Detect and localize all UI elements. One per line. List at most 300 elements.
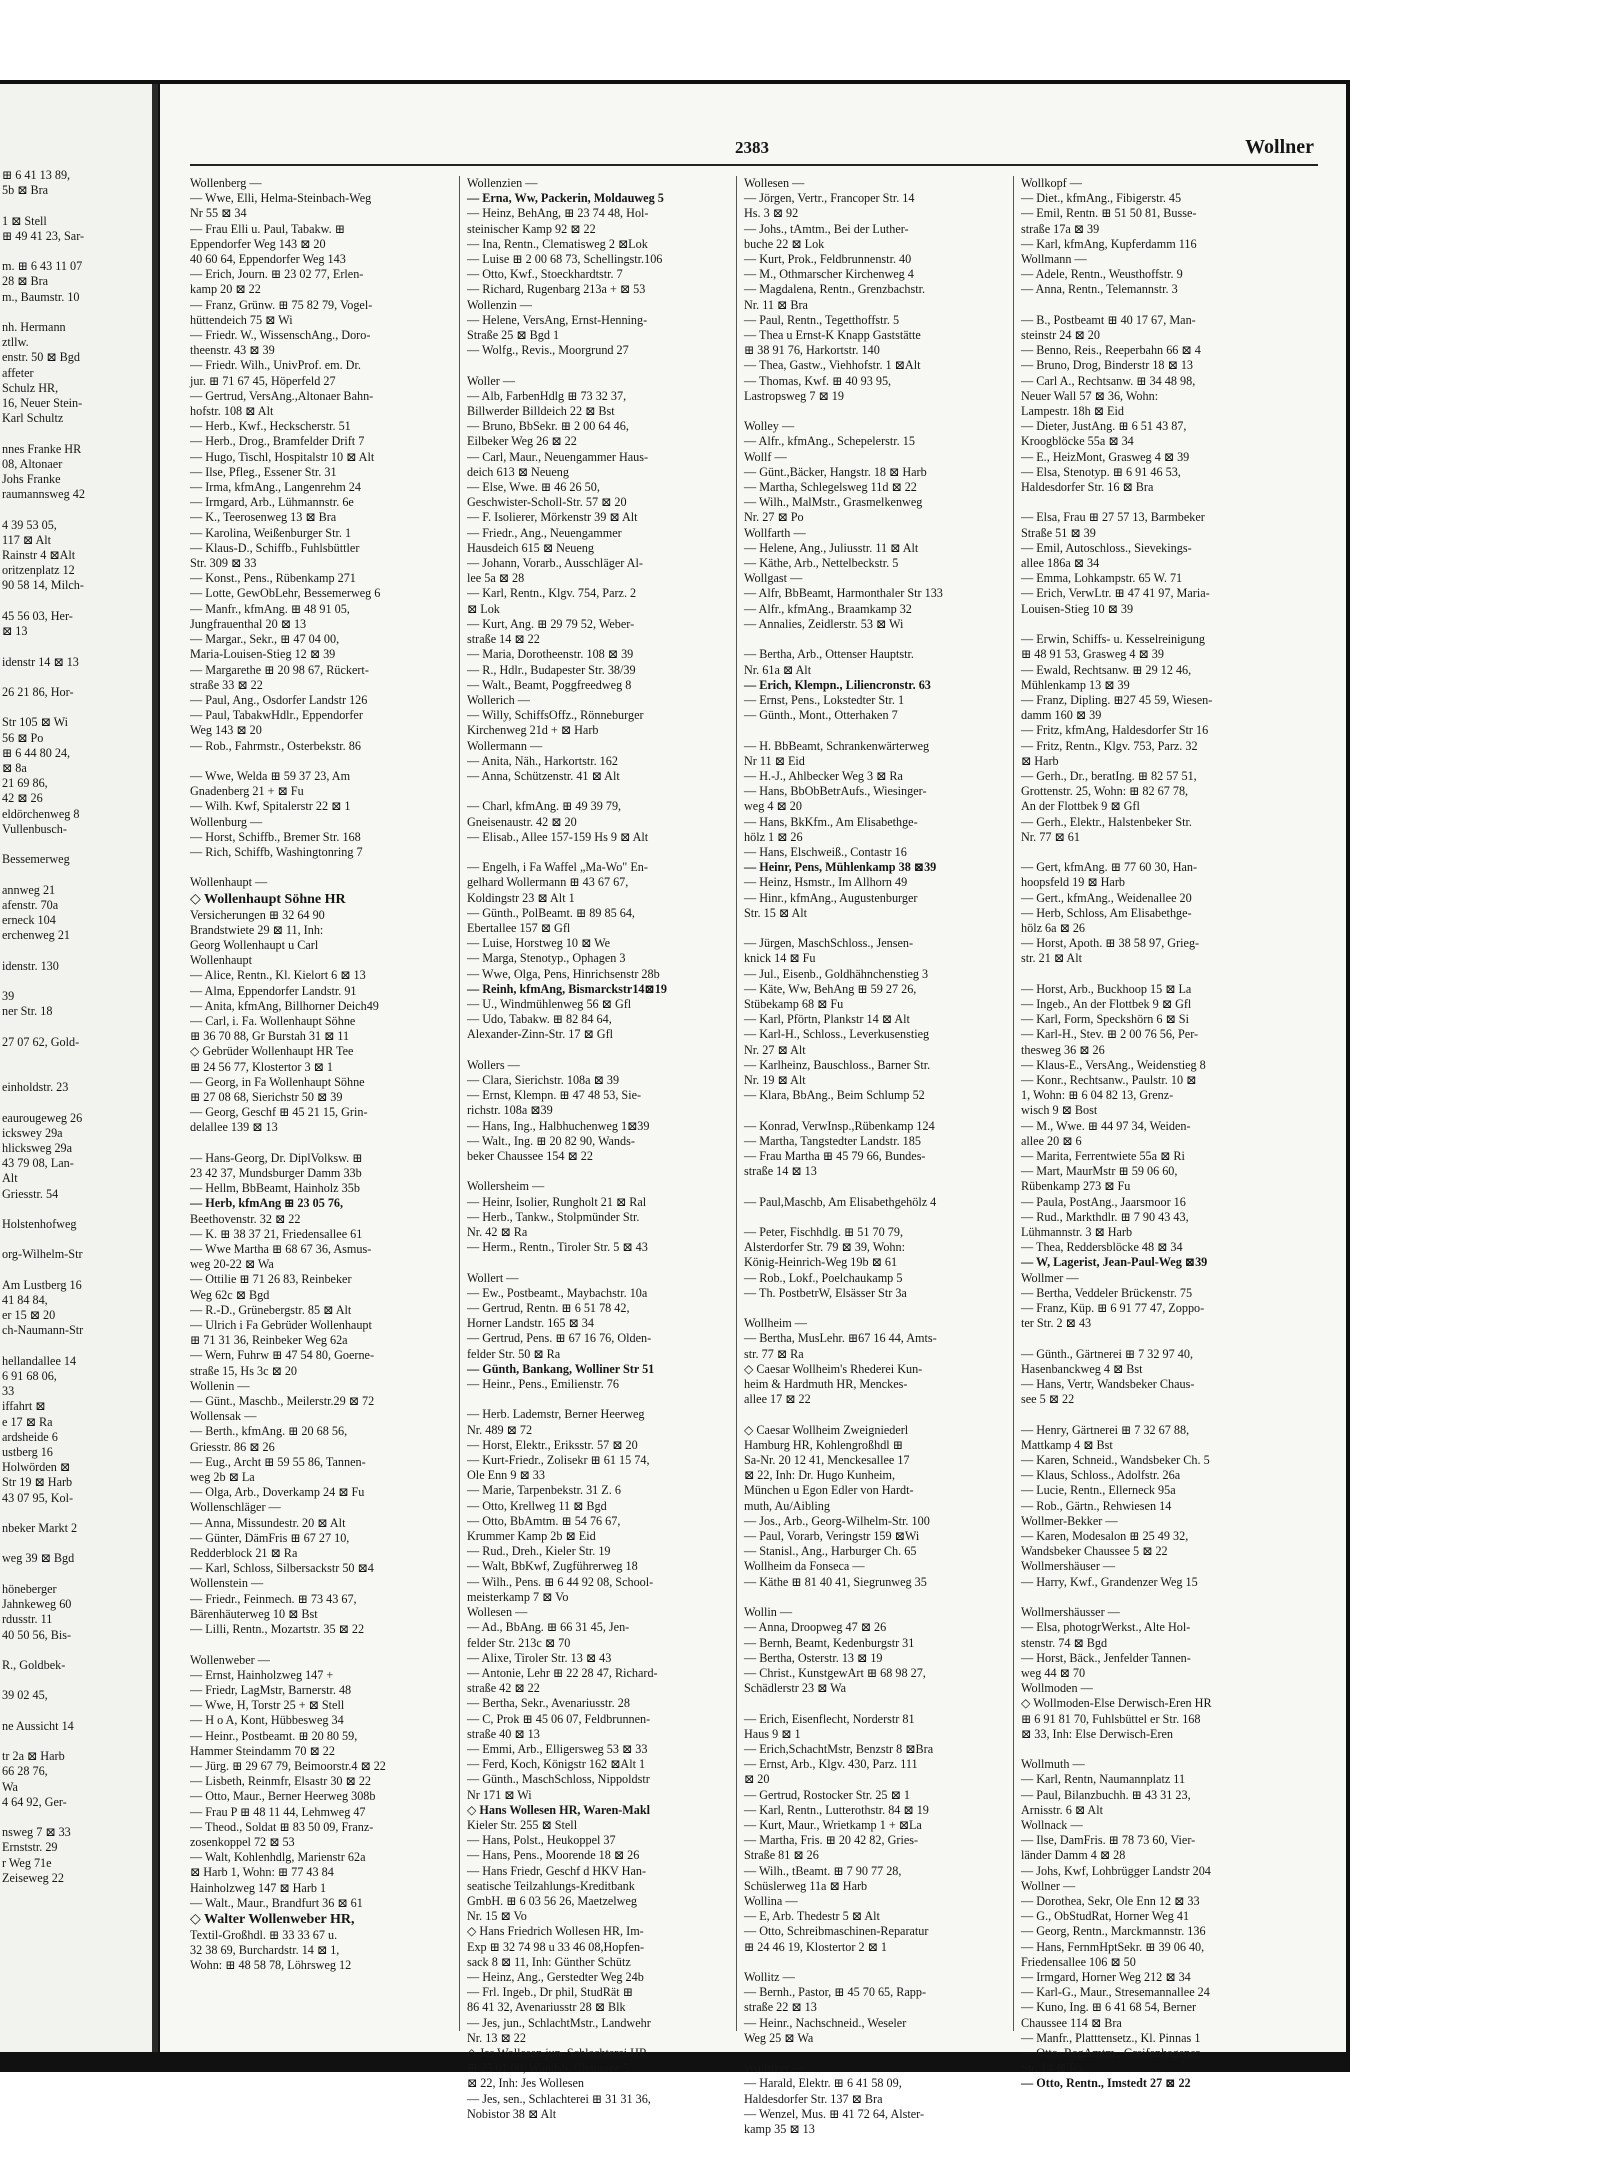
directory-line: — Jos., Arb., Georg-Wilhelm-Str. 100: [744, 1513, 930, 1528]
directory-line: — Emma, Lohkampstr. 65 W. 71: [1021, 571, 1183, 586]
blank-line: [744, 1696, 1006, 1711]
directory-line: Wollmershäusser —: [1021, 1605, 1120, 1620]
fragment-line: einholdstr. 23: [2, 1080, 69, 1095]
directory-line: — Helene, VersAng, Ernst-Henning-: [467, 312, 648, 327]
directory-line: Brandstwiete 29 ⊠ 11, Inh:: [190, 922, 324, 937]
fragment-line: hlicksweg 29a: [2, 1141, 73, 1155]
fragment-line: [2, 244, 152, 259]
directory-line: kamp 35 ⊠ 13: [744, 2122, 815, 2136]
directory-line: — Günth, Bankang, Wolliner Str 51: [467, 1361, 655, 1376]
directory-line: ◇ Hans Friedrich Wollesen HR, Im-: [467, 1924, 644, 1939]
directory-line: — Thomas, Kwf. ⊞ 40 93 95,: [744, 373, 892, 388]
directory-line: ⊞ 48 91 53, Grasweg 4 ⊠ 39: [1021, 647, 1164, 662]
directory-line: Wollitz —: [744, 1969, 795, 1984]
directory-line: Wandsbeker Chaussee 5 ⊠ 22: [1021, 1544, 1168, 1559]
fragment-line: [2, 1704, 152, 1719]
blank-line: [744, 723, 1006, 738]
blank-line: [467, 784, 729, 799]
fragment-line: 4 64 92, Ger-: [2, 1794, 67, 1809]
directory-line: — Paul, TabakwHdlr., Eppendorfer: [190, 708, 363, 723]
directory-line: — Fritz, kfmAng, Haldesdorfer Str 16: [1021, 723, 1209, 738]
fragment-line: Holstenhofweg: [2, 1217, 77, 1232]
directory-line: — H. BbBeamt, Schrankenwärterweg: [744, 738, 930, 753]
directory-line: — Otto, Maur., Berner Heerweg 308b: [190, 1789, 376, 1804]
fragment-line: eldörchenweg 8: [2, 806, 80, 821]
directory-line: Straße 81 ⊠ 26: [744, 1848, 819, 1863]
directory-line: — Anna, Missundestr. 20 ⊠ Alt: [190, 1515, 346, 1530]
directory-line: Nr. 489 ⊠ 72: [467, 1422, 533, 1437]
directory-line: — Karl, Form, Speckshörn 6 ⊠ Si: [1021, 1012, 1189, 1027]
directory-line: ⊞ 25 61 00, Wandsb. Chaussee 5: [467, 2061, 630, 2076]
fragment-line: Am Lustberg 16: [2, 1277, 82, 1292]
directory-line: — Kurt, Ang. ⊞ 29 79 52, Weber-: [467, 616, 635, 631]
fragment-line: er 15 ⊠ 20: [2, 1308, 56, 1323]
directory-line: — Paul, Vorarb, Veringstr 159 ⊠Wi: [744, 1529, 920, 1544]
directory-line: 86 41 32, Avenariusstr 28 ⊠ Blk: [467, 2000, 626, 2015]
directory-line: — Franz, Küp. ⊞ 6 91 77 47, Zoppo-: [1021, 1301, 1205, 1316]
directory-line: — Lucie, Rentn., Ellerneck 95a: [1021, 1483, 1176, 1498]
fragment-line: 42 ⊠ 26: [2, 791, 43, 806]
directory-line: — Anna, Rentn., Telemannstr. 3: [1021, 282, 1178, 297]
directory-line: — Herb., Tankw., Stolpmünder Str.: [467, 1209, 640, 1224]
directory-line: — Herb. Lademstr, Berner Heerweg: [467, 1407, 645, 1422]
directory-line: — Jörgen, Vertr., Francoper Str. 14: [744, 191, 915, 206]
directory-line: muth, Au/Aibling: [744, 1498, 830, 1513]
directory-line: — Gerh., Dr., beratIng. ⊞ 82 57 51,: [1021, 768, 1197, 783]
fragment-line: ⊞ 49 41 23, Sar-: [2, 228, 85, 243]
directory-line: — Paul, Rentn., Tegetthoffstr. 5: [744, 312, 900, 327]
directory-line: — Helene, Ang., Juliusstr. 11 ⊠ Alt: [744, 540, 919, 555]
directory-line: Hamburg HR, Kohlengroßhdl ⊞: [744, 1437, 903, 1452]
directory-line: — M., Wwe. ⊞ 44 97 34, Weiden-: [1021, 1118, 1191, 1133]
directory-line: — Otto, Schreibmaschinen-Reparatur: [744, 1924, 929, 1939]
directory-line: Str. 309 ⊠ 33: [190, 556, 257, 571]
directory-line: — Friedr. W., WissenschAng., Doro-: [190, 328, 371, 343]
fragment-line: [2, 974, 152, 989]
fragment-line: 1 ⊠ Stell: [2, 213, 47, 228]
directory-line: Beethovenstr. 32 ⊠ 22: [190, 1211, 301, 1226]
directory-line: — Ina, Rentn., Clematisweg 2 ⊠Lok: [467, 236, 648, 251]
blank-line: [1021, 845, 1283, 860]
directory-line: Nr. 27 ⊠ Po: [744, 510, 804, 525]
directory-line: ⊞ 38 91 76, Harkortstr. 140: [744, 343, 880, 358]
directory-line: Haldesdorfer Str. 16 ⊠ Bra: [1021, 480, 1154, 495]
directory-line: Weg 143 ⊠ 20: [190, 723, 262, 738]
blank-line: [744, 404, 1006, 419]
directory-line: — K., Teerosenweg 13 ⊠ Bra: [190, 510, 337, 525]
directory-line: 23 42 37, Mundsburger Damm 33b: [190, 1166, 362, 1180]
fragment-line: iffahrt ⊠: [2, 1399, 46, 1414]
directory-line: — M., Othmarscher Kirchenweg 4: [744, 267, 914, 282]
directory-line: — Walt, BbKwf, Zugführerweg 18: [467, 1559, 638, 1574]
directory-line: — Alice, Rentn., Kl. Kielort 6 ⊠ 13: [190, 968, 366, 983]
directory-line: Nr. 19 ⊠ Alt: [744, 1072, 806, 1087]
directory-line: — Udo, Tabakw. ⊞ 82 84 64,: [467, 1012, 612, 1027]
directory-line: weg 2b ⊠ La: [190, 1470, 255, 1485]
fragment-line: ardsheide 6: [2, 1429, 58, 1444]
directory-line: — Ilse, DamFris. ⊞ 78 73 60, Vier-: [1021, 1833, 1196, 1848]
page-number: 2383: [735, 138, 769, 157]
directory-line: — Alma, Eppendorfer Landstr. 91: [190, 983, 357, 998]
directory-line: — Heinr., Postbeamt. ⊞ 20 80 59,: [190, 1728, 358, 1743]
directory-line: — Erich, Eisenflecht, Norderstr 81: [744, 1711, 915, 1726]
fragment-line: 66 28 76,: [2, 1764, 48, 1779]
directory-line: ◇ Caesar Wollheim Zweigniederl: [744, 1422, 909, 1437]
fragment-line: oritzenplatz 12: [2, 563, 75, 578]
directory-line: Wollenin —: [190, 1378, 250, 1393]
blank-line: [744, 1590, 1006, 1605]
blank-line: [467, 1164, 729, 1179]
directory-line: ◇ Wollenhaupt Söhne HR: [190, 891, 346, 907]
directory-line: — Walt., Maur., Brandfurt 36 ⊠ 61: [190, 1895, 363, 1910]
directory-line: — Jes, sen., Schlachterei ⊞ 31 31 36,: [467, 2091, 651, 2106]
directory-line: — Walt, Kohlenhdlg, Marienstr 62a: [190, 1850, 366, 1865]
directory-line: — Gerh., Elektr., Halstenbeker Str.: [1021, 814, 1192, 829]
directory-line: weg 20-22 ⊠ Wa: [190, 1257, 274, 1272]
directory-line: Wollina —: [744, 1893, 798, 1908]
fragment-line: 5b ⊠ Bra: [2, 183, 49, 198]
directory-line: ⊠ 33, Inh: Else Derwisch-Eren: [1021, 1726, 1174, 1741]
directory-line: Mühlenkamp 13 ⊠ 39: [1021, 677, 1130, 692]
directory-line: — Otto, Kwf., Stoeckhardtstr. 7: [467, 267, 623, 282]
directory-line: — Erich, Journ. ⊞ 23 02 77, Erlen-: [190, 267, 364, 282]
fragment-line: [2, 1050, 152, 1065]
directory-line: allee 17 ⊠ 22: [744, 1392, 811, 1407]
directory-line: — R., Hdlr., Budapester Str. 38/39: [467, 662, 636, 677]
directory-line: — Alfr., kfmAng., Schepelerstr. 15: [744, 434, 915, 449]
directory-line: hölz 6a ⊠ 26: [1021, 920, 1086, 935]
directory-line: Str. 14 ⊠ Ra: [1021, 2061, 1083, 2076]
directory-line: — Wilh., tBeamt. ⊞ 7 90 77 28,: [744, 1863, 902, 1878]
directory-line: — Hans, Vertr, Wandsbeker Chaus-: [1021, 1377, 1195, 1392]
directory-line: Weg 62c ⊠ Bgd: [190, 1287, 270, 1302]
directory-line: Nr. 77 ⊠ 61: [1021, 829, 1080, 844]
blank-line: [190, 1637, 452, 1652]
directory-line: — Karen, Modesalon ⊞ 25 49 32,: [1021, 1529, 1189, 1544]
directory-line: — Anita, kfmAng, Billhorner Deich49: [190, 998, 379, 1013]
fragment-line: tr 2a ⊠ Harb: [2, 1749, 65, 1764]
directory-line: — Herm., Rentn., Tiroler Str. 5 ⊠ 43: [467, 1240, 648, 1255]
directory-line: — Christ., KunstgewArt ⊞ 68 98 27,: [744, 1665, 926, 1680]
directory-line: — Diet., kfmAng., Fibigerstr. 45: [1021, 191, 1182, 206]
fragment-line: enstr. 50 ⊠ Bgd: [2, 350, 80, 365]
directory-line: — Horst, Apoth. ⊞ 38 58 97, Grieg-: [1021, 936, 1200, 951]
directory-line: — Carl, Maur., Neuengammer Haus-: [467, 449, 649, 464]
fragment-line: [2, 1734, 152, 1749]
directory-line: — Käthe ⊞ 81 40 41, Siegrunweg 35: [744, 1574, 927, 1589]
directory-line: 1, Wohn: ⊞ 6 04 82 13, Grenz-: [1021, 1088, 1174, 1103]
directory-line: — Frl. Ingeb., Dr phil, StudRät ⊞: [467, 1985, 633, 2000]
directory-line: hölz 1 ⊠ 26: [744, 829, 803, 844]
blank-line: [1021, 298, 1283, 313]
directory-line: str. 21 ⊠ Alt: [1021, 951, 1083, 966]
directory-line: — Benno, Reis., Reeperbahn 66 ⊠ 4: [1021, 343, 1201, 358]
directory-line: — Wilh., MalMstr., Grasmelkenweg: [744, 495, 923, 510]
directory-line: — Marie, Tarpenbekstr. 31 Z. 6: [467, 1483, 621, 1498]
directory-line: — Martha, Tangstedter Landstr. 185: [744, 1133, 921, 1148]
directory-line: — Margar., Sekr., ⊞ 47 04 00,: [190, 632, 340, 647]
directory-line: — Klara, BbAng., Beim Schlump 52: [744, 1088, 925, 1103]
fragment-line: 39: [2, 988, 15, 1003]
directory-line: delallee 139 ⊠ 13: [190, 1120, 278, 1135]
fragment-line: 21 69 86,: [2, 776, 48, 791]
fragment-line: rdusstr. 11: [2, 1612, 53, 1627]
directory-line: ⊠ 20: [744, 1772, 770, 1787]
directory-line: — Karlheinz, Bauschloss., Barner Str.: [744, 1057, 931, 1072]
fragment-line: [2, 1095, 152, 1110]
column-4: [1021, 176, 1283, 2092]
blank-line: [744, 632, 1006, 647]
directory-line: thesweg 36 ⊠ 26: [1021, 1042, 1105, 1057]
directory-line: Hainholzweg 147 ⊠ Harb 1: [190, 1880, 327, 1895]
directory-line: ◇ Gebrüder Wollenhaupt HR Tee: [190, 1044, 354, 1059]
directory-line: — Kurt, Prok., Feldbrunnenstr. 40: [744, 252, 912, 267]
directory-line: — Eug., Archt ⊞ 59 55 86, Tannen-: [190, 1454, 366, 1469]
directory-line: Wollermann —: [467, 738, 543, 753]
directory-line: 32 38 69, Burchardstr. 14 ⊠ 1,: [190, 1943, 340, 1958]
directory-line: str. 77 ⊠ Ra: [744, 1346, 804, 1361]
directory-line: knick 14 ⊠ Fu: [744, 951, 816, 966]
fragment-line: ⊠ 13: [2, 624, 28, 639]
directory-line: — Ilse, Pfleg., Essener Str. 31: [190, 464, 337, 479]
directory-line: — Luise, Horstweg 10 ⊠ We: [467, 936, 611, 951]
directory-line: Wolley —: [744, 419, 795, 434]
directory-line: seatische Teilzahlungs-Kreditbank: [467, 1878, 635, 1893]
fragment-line: höneberger: [2, 1581, 57, 1596]
directory-line: — Dieter, JustAng. ⊞ 6 51 43 87,: [1021, 419, 1187, 434]
fragment-line: Str 105 ⊠ Wi: [2, 715, 69, 730]
directory-line: — Gertrud, VersAng.,Altonaer Bahn-: [190, 388, 374, 403]
directory-line: ⊠ Harb 1, Wohn: ⊞ 77 43 84: [190, 1865, 334, 1880]
fragment-line: nsweg 7 ⊠ 33: [2, 1825, 71, 1840]
directory-line: — Günth., Mont., Otterhaken 7: [744, 708, 898, 723]
directory-line: Ebertallee 157 ⊠ Gfl: [467, 920, 571, 935]
directory-line: Nr 11 ⊠ Eid: [744, 753, 805, 768]
directory-line: Textil-Großhdl. ⊞ 33 33 67 u.: [190, 1927, 338, 1942]
directory-line: — Karl, Rentn., Klgv. 754, Parz. 2: [467, 586, 637, 601]
directory-line: Nr. 42 ⊠ Ra: [467, 1225, 528, 1240]
directory-line: — Adele, Rentn., Weusthoffstr. 9: [1021, 267, 1183, 282]
directory-line: weg 44 ⊠ 70: [1021, 1665, 1086, 1680]
directory-line: — C, Prok ⊞ 45 06 07, Feldbrunnen-: [467, 1711, 651, 1726]
directory-line: — Heinz, BehAng, ⊞ 23 74 48, Hol-: [467, 206, 649, 221]
directory-line: Wollgast —: [744, 571, 803, 586]
directory-line: — Rud., Markthdlr. ⊞ 7 90 43 43,: [1021, 1209, 1189, 1224]
directory-line: — Karl, Schloss, Silbersackstr 50 ⊠4: [190, 1561, 374, 1576]
directory-line: — Klaus-E., VersAng., Weidenstieg 8: [1021, 1057, 1206, 1072]
directory-line: ⊞ 71 31 36, Reinbeker Weg 62a: [190, 1333, 348, 1348]
directory-line: — K. ⊞ 38 37 21, Friedensallee 61: [190, 1226, 363, 1241]
directory-line: Kieler Str. 255 ⊠ Stell: [467, 1817, 578, 1832]
directory-line: — Irmgard, Arb., Lühmannstr. 6e: [190, 495, 354, 510]
directory-line: — Manfr., kfmAng. ⊞ 48 91 05,: [190, 601, 350, 616]
directory-line: Arnisstr. 6 ⊠ Alt: [1021, 1802, 1103, 1817]
directory-line: — Anita, Näh., Harkortstr. 162: [467, 753, 618, 768]
directory-line: beker Chaussee 154 ⊠ 22: [467, 1149, 593, 1163]
fragment-line: Johs Franke: [2, 472, 61, 487]
fragment-line: Griesstr. 54: [2, 1186, 59, 1201]
fragment-line: eaurougeweg 26: [2, 1110, 83, 1125]
directory-line: Hammer Steindamm 70 ⊠ 22: [190, 1743, 335, 1758]
directory-line: — Heinr, Isolier, Rungholt 21 ⊠ Ral: [467, 1194, 647, 1209]
directory-line: — Erna, Ww, Packerin, Moldauweg 5: [467, 191, 664, 206]
fragment-line: [2, 1232, 152, 1247]
directory-line: Wollner —: [1021, 1878, 1076, 1893]
directory-line: — Emil, Rentn. ⊞ 51 50 81, Busse-: [1021, 206, 1197, 221]
fragment-line: afenstr. 70a: [2, 897, 59, 912]
directory-line: — Peter, Fischhdlg. ⊞ 51 70 79,: [744, 1225, 904, 1240]
directory-line: — Ad., BbAng. ⊞ 66 31 45, Jen-: [467, 1620, 630, 1635]
directory-line: — Jes, jun., SchlachtMstr., Landwehr: [467, 2015, 651, 2030]
fragment-line: 08, Altonaer: [2, 456, 63, 471]
fragment-line: ustberg 16: [2, 1445, 53, 1460]
fragment-line: m., Baumstr. 10: [2, 289, 80, 304]
fragment-line: erneck 104: [2, 912, 56, 927]
directory-line: — Charl, kfmAng. ⊞ 49 39 79,: [467, 799, 622, 814]
directory-line: — Ernst, Arb., Klgv. 430, Parz. 111: [744, 1757, 918, 1772]
directory-line: Eilbeker Weg 26 ⊠ 22: [467, 434, 577, 449]
directory-line: — Otto, Rentn., Imstedt 27 ⊠ 22: [1021, 2076, 1191, 2091]
directory-line: ⊞ 24 46 19, Klostertor 2 ⊠ 1: [744, 1939, 887, 1954]
directory-line: — Mart, MaurMstr ⊞ 59 06 60,: [1021, 1164, 1178, 1179]
directory-line: — Frau P ⊞ 48 11 44, Lehmweg 47: [190, 1804, 366, 1819]
directory-line: — Thea, Reddersblöcke 48 ⊠ 34: [1021, 1240, 1183, 1255]
directory-line: steinischer Kamp 92 ⊠ 22: [467, 221, 596, 236]
directory-line: straße 17a ⊠ 39: [1021, 221, 1100, 236]
directory-line: — H o A, Kont, Hübbesweg 34: [190, 1713, 344, 1728]
directory-line: — Emil, Autoschloss., Sievekings-: [1021, 540, 1192, 555]
directory-line: Nr 55 ⊠ 34: [190, 206, 247, 221]
directory-line: Nr. 11 ⊠ Bra: [744, 297, 808, 312]
directory-line: Kroogblöcke 55a ⊠ 34: [1021, 434, 1134, 449]
blank-line: [1021, 1331, 1283, 1346]
directory-line: — Wwe, Elli, Helma-Steinbach-Weg: [190, 191, 372, 206]
fragment-line: Ernststr. 29: [2, 1840, 58, 1855]
fragment-line: [2, 426, 152, 441]
directory-line: — Irmgard, Horner Weg 212 ⊠ 34: [1021, 1969, 1191, 1984]
directory-line: — Th. PostbetrW, Elsässer Str 3a: [744, 1285, 907, 1300]
directory-line: weg 4 ⊠ 20: [744, 799, 802, 814]
fragment-line: [2, 305, 152, 320]
directory-line: — Kuno, Ing. ⊞ 6 41 68 54, Berner: [1021, 2000, 1197, 2015]
directory-line: zosenkoppel 72 ⊠ 53: [190, 1834, 295, 1849]
blank-line: [1021, 1742, 1283, 1757]
directory-line: allee 186a ⊠ 34: [1021, 556, 1100, 571]
fragment-line: nnes Franke HR: [2, 441, 82, 456]
directory-line: — Hans, BkKfm., Am Elisabethge-: [744, 814, 918, 829]
directory-line: — Rob., Lokf., Poelchaukamp 5: [744, 1270, 903, 1285]
directory-line: Louisen-Stieg 10 ⊠ 39: [1021, 601, 1134, 616]
fragment-line: [2, 700, 152, 715]
fragment-line: ⊞ 6 44 80 24,: [2, 745, 71, 760]
directory-line: — Hellm, BbBeamt, Hainholz 35b: [190, 1181, 360, 1196]
directory-line: — Wwe Martha ⊞ 68 67 36, Asmus-: [190, 1242, 372, 1257]
directory-line: — Jürg. ⊞ 29 67 79, Beimoorstr.4 ⊠ 22: [190, 1758, 386, 1773]
fragment-line: Zeiseweg 22: [2, 1870, 64, 1885]
directory-line: länder Damm 4 ⊠ 28: [1021, 1848, 1126, 1863]
directory-line: Wollmann —: [1021, 252, 1087, 267]
directory-line: — Klaus-D., Schiffb., Fuhlsbüttler: [190, 540, 360, 555]
directory-line: — Günter, DämFris ⊞ 67 27 10,: [190, 1530, 350, 1545]
directory-line: heim & Hardmuth HR, Menckes-: [744, 1377, 908, 1392]
directory-line: — H.-J., Ahlbecker Weg 3 ⊠ Ra: [744, 768, 903, 783]
fragment-line: Jahnkeweg 60: [2, 1597, 72, 1612]
fragment-line: 28 ⊠ Bra: [2, 274, 49, 289]
directory-line: Wollmer —: [1021, 1270, 1079, 1285]
fragment-line: 33: [2, 1384, 15, 1399]
directory-line: Rübenkamp 273 ⊠ Fu: [1021, 1179, 1131, 1194]
directory-line: Horner Landstr. 165 ⊠ 34: [467, 1316, 594, 1331]
directory-line: — Gert, kfmAng. ⊞ 77 60 30, Han-: [1021, 860, 1198, 875]
directory-line: see 5 ⊠ 22: [1021, 1392, 1075, 1407]
blank-line: [467, 358, 729, 373]
directory-line: Nobistor 38 ⊠ Alt: [467, 2106, 557, 2121]
directory-line: — Ernst, Pens., Lokstedter Str. 1: [744, 692, 905, 707]
directory-line: Straße 51 ⊠ 39: [1021, 525, 1096, 540]
fragment-line: org-Wilhelm-Str: [2, 1247, 83, 1262]
blank-line: [744, 1103, 1006, 1118]
fragment-line: [2, 670, 152, 685]
directory-line: Koldingstr 23 ⊠ Alt 1: [467, 890, 575, 905]
directory-line: Friedensallee 106 ⊠ 50: [1021, 1954, 1136, 1969]
directory-line: — Bertha, Arb., Ottenser Hauptstr.: [744, 647, 914, 662]
directory-line: 40 60 64, Eppendorfer Weg 143: [190, 252, 346, 267]
directory-line: — Dorothea, Sekr, Ole Enn 12 ⊠ 33: [1021, 1893, 1200, 1908]
directory-line: — Karl, Pförtn, Plankstr 14 ⊠ Alt: [744, 1012, 910, 1027]
directory-line: Wollenweber —: [190, 1652, 270, 1667]
directory-line: — Ferd, Koch, Königstr 162 ⊠Alt 1: [467, 1757, 646, 1772]
directory-line: — Frau Martha ⊞ 45 79 66, Bundes-: [744, 1149, 926, 1163]
directory-line: — Konrad, VerwInsp.,Rübenkamp 124: [744, 1118, 935, 1133]
column-divider: [736, 176, 737, 2031]
directory-line: — Clara, Sierichstr. 108a ⊠ 39: [467, 1072, 620, 1087]
directory-line: — Elsa, Frau ⊞ 27 57 13, Barmbeker: [1021, 510, 1205, 525]
directory-line: — Fritz, Rentn., Klgv. 753, Parz. 32: [1021, 738, 1198, 753]
directory-line: — Wilh., Pens. ⊞ 6 44 92 08, School-: [467, 1574, 654, 1589]
directory-line: — Thea, Gastw., Viehhofstr. 1 ⊠Alt: [744, 358, 921, 373]
directory-line: — Jul., Eisenb., Goldhähnchenstieg 3: [744, 966, 929, 981]
directory-line: — Herb., Kwf., Heckscherstr. 51: [190, 419, 351, 434]
fragment-line: 6 91 68 06,: [2, 1369, 57, 1384]
directory-line: — Elsa, Stenotyp. ⊞ 6 91 46 53,: [1021, 464, 1181, 479]
fragment-line: R., Goldbek-: [2, 1657, 66, 1672]
blank-line: [1021, 1590, 1283, 1605]
directory-line: König-Heinrich-Weg 19b ⊠ 61: [744, 1255, 898, 1270]
page-header: [190, 134, 1318, 166]
directory-line: Mattkamp 4 ⊠ Bst: [1021, 1437, 1113, 1452]
directory-line: ter Str. 2 ⊠ 43: [1021, 1316, 1092, 1331]
directory-line: — Gert., kfmAng., Weidenallee 20: [1021, 890, 1192, 905]
blank-line: [467, 845, 729, 860]
directory-line: ◇ Caesar Wollheim's Rhederei Kun-: [744, 1361, 923, 1376]
fragment-line: 41 84 84,: [2, 1293, 48, 1308]
directory-line: — Karl-H., Stev. ⊞ 2 00 76 56, Per-: [1021, 1027, 1199, 1042]
directory-line: — Karolina, Weißenburger Str. 1: [190, 525, 352, 540]
directory-line: — Ernst, Hainholzweg 147 +: [190, 1667, 334, 1682]
directory-line: Wollmershäuser —: [1021, 1559, 1116, 1574]
fragment-line: ztllw.: [2, 335, 29, 350]
directory-line: — Anna, Schützenstr. 41 ⊠ Alt: [467, 768, 620, 783]
directory-line: — Konst., Pens., Rübenkamp 271: [190, 571, 356, 586]
directory-line: Wollenberg —: [190, 176, 262, 190]
blank-line: [1021, 967, 1283, 982]
fragment-line: [2, 198, 152, 213]
directory-line: — Hans, BbObBetrAufs., Wiesinger-: [744, 784, 927, 799]
blank-line: [1021, 495, 1283, 510]
directory-line: — Karl-H., Schloss., Leverkusenstieg: [744, 1027, 930, 1042]
directory-line: Wollnack —: [1021, 1817, 1083, 1832]
column-2: [467, 176, 729, 2122]
